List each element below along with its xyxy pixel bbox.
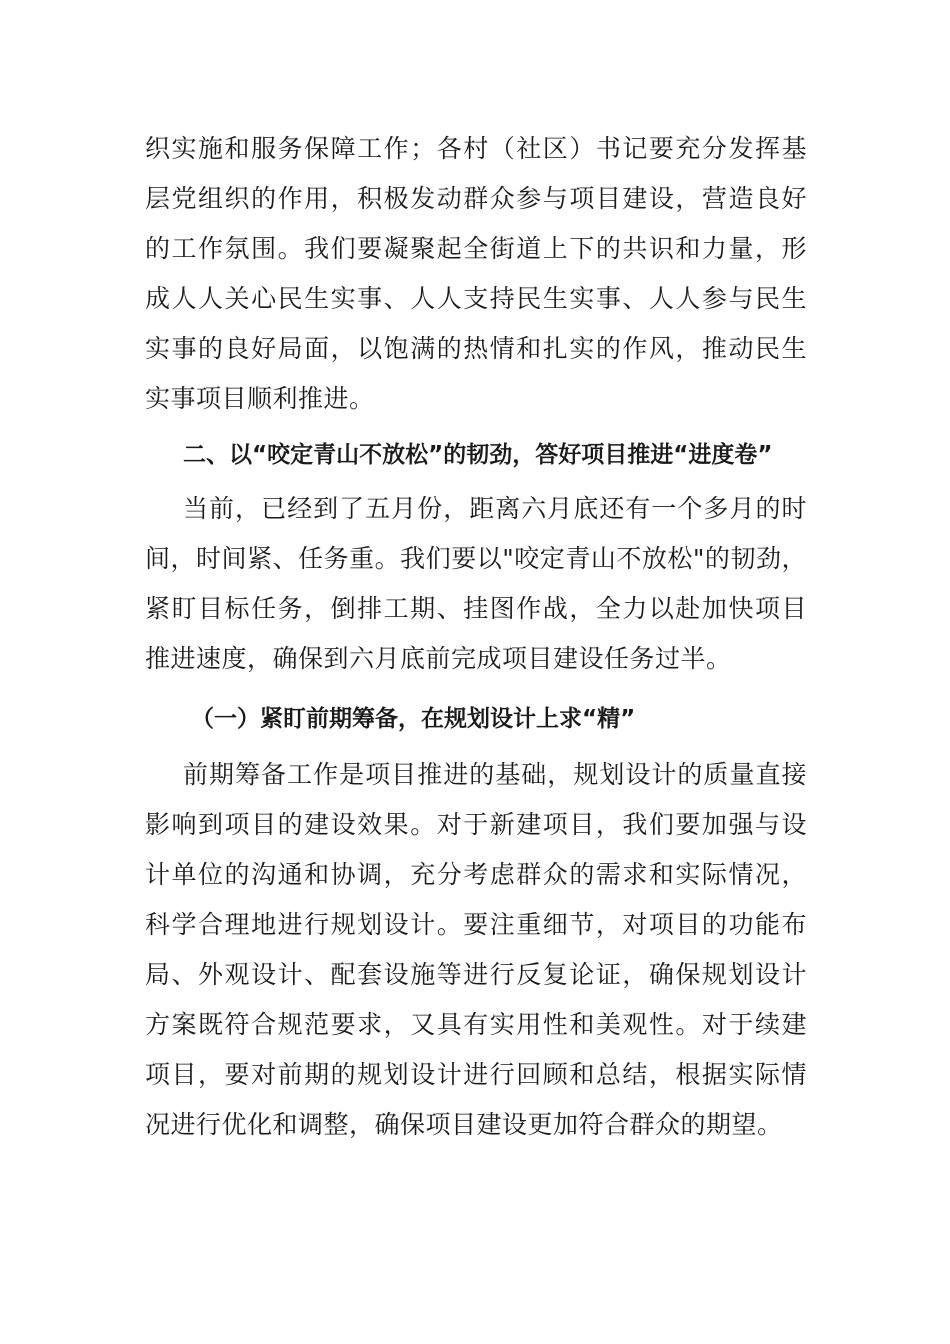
body-paragraph-continued: 织实施和服务保障工作；各村（社区）书记要充分发挥基层党组织的作用，积极发动群众参与项目建设，营造良好的工作氛围。我们要凝聚起全街道上下的共识和力量，形成人人关心民生实事、人人支持民生实事、人人参与民生实事的良好局面，以饱满的热情和扎实的作风，推动民生实事项目顺利推进。 (145, 134, 807, 413)
subsection-heading-2-1: （一）紧盯前期筹备，在规划设计上求“精” (191, 706, 636, 732)
body-paragraph-progress: 当前，已经到了五月份，距离六月底还有一个多月的时间，时间紧、任务重。我们要以"咬定青山不放松"的韧劲，紧盯目标任务，倒排工期、挂图作战，全力以赴加快项目推进速度，确保到六月底前完成项目建设任务过半。 (145, 494, 807, 673)
body-paragraph-planning: 前期筹备工作是项目推进的基础，规划设计的质量直接影响到项目的建设效果。对于新建项目，我们要加强与设计单位的沟通和协调，充分考虑群众的需求和实际情况，科学合理地进行规划设计。要注重细节，对项目的功能布局、外观设计、配套设施等进行反复论证，确保规划设计方案既符合规范要求，又具有实用性和美观性。对于续建项目，要对前期的规划设计进行回顾和总结，根据实际情况进行优化和调整，确保项目建设更加符合群众的期望。 (145, 760, 807, 1139)
document-page (145, 124, 807, 1150)
section-heading-2: 二、以“咬定青山不放松”的韧劲，答好项目推进“进度卷” (183, 442, 773, 468)
